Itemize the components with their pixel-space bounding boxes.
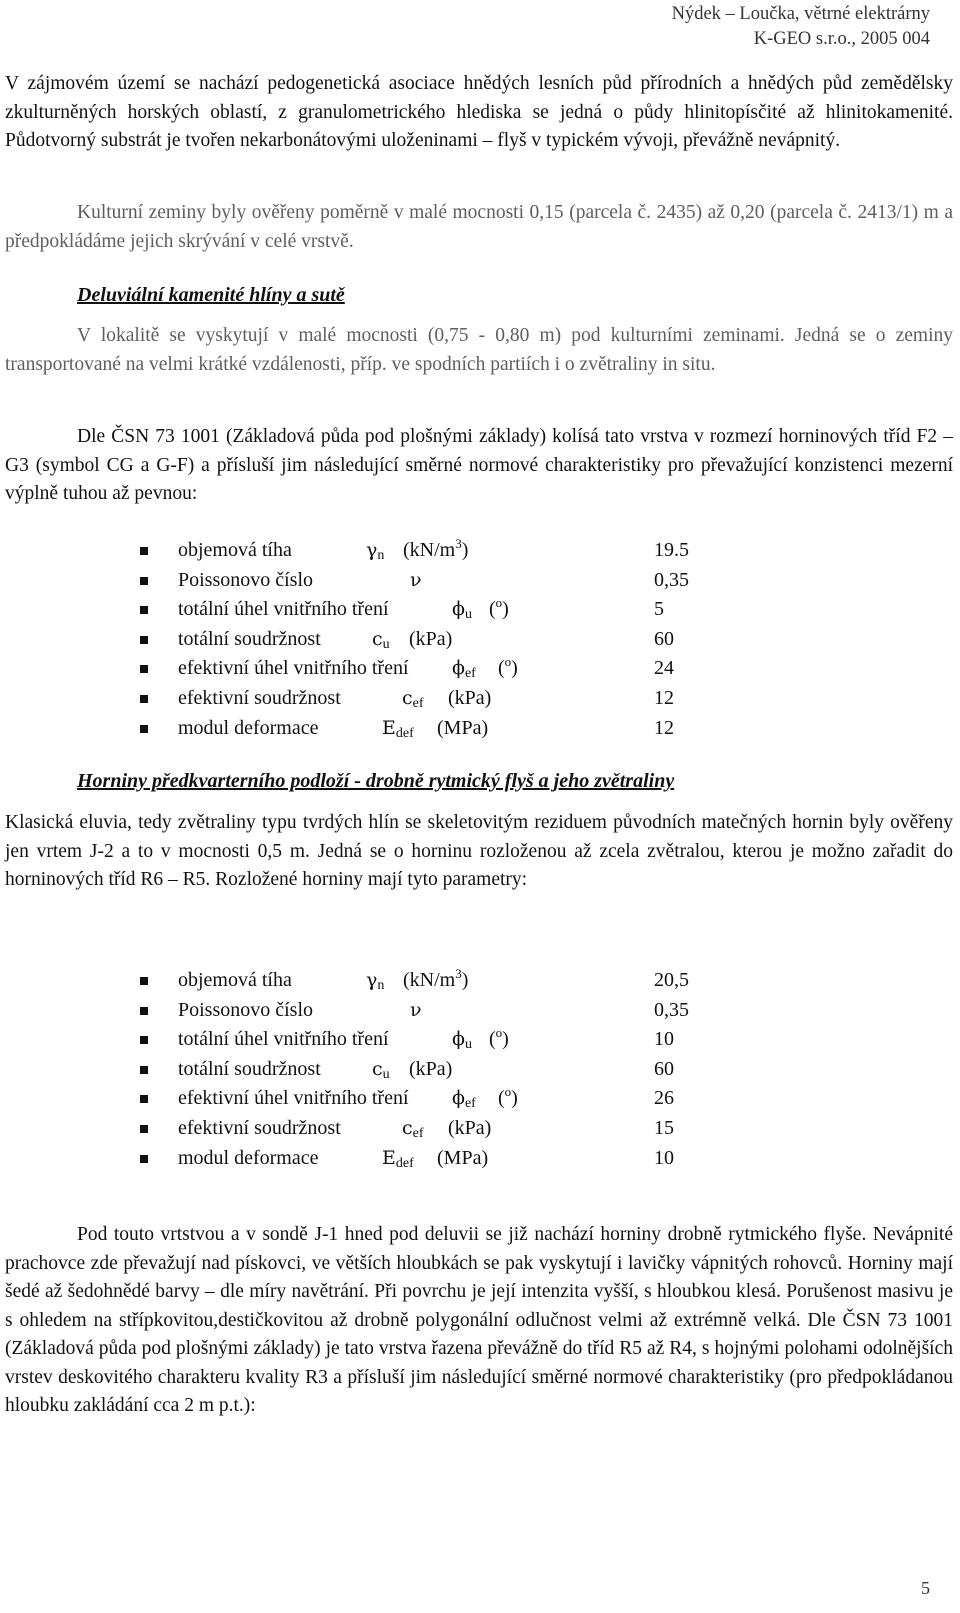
bullet-icon bbox=[140, 547, 148, 555]
parameter-unit-group bbox=[448, 1114, 491, 1144]
parameter-unit-superscript: 3 bbox=[455, 966, 462, 981]
parameter-symbol-subscript: u bbox=[382, 636, 390, 652]
parameter-row bbox=[140, 536, 760, 566]
parameter-unit-close: ) bbox=[511, 657, 518, 680]
parameter-symbol: γ bbox=[366, 539, 378, 561]
parameter-value: 10 bbox=[654, 1146, 674, 1169]
parameter-row bbox=[140, 1114, 760, 1144]
parameter-unit-superscript: o bbox=[504, 1084, 512, 1100]
header-company-ref: K-GEO s.r.o., 2005 004 bbox=[753, 29, 930, 49]
parameter-row bbox=[140, 996, 760, 1026]
parameter-symbol-subscript: def bbox=[395, 725, 414, 741]
parameter-symbol: ν bbox=[410, 998, 422, 1021]
parameter-value: 60 bbox=[654, 1057, 674, 1080]
parameter-value: 26 bbox=[654, 1087, 674, 1110]
parameter-symbol: E bbox=[382, 716, 396, 739]
parameter-unit-group bbox=[437, 714, 488, 744]
parameter-row bbox=[140, 566, 760, 596]
parameter-unit-superscript: 3 bbox=[455, 536, 462, 551]
parameter-unit-group bbox=[409, 625, 452, 655]
parameter-unit: (kPa) bbox=[409, 627, 453, 650]
parameter-symbol-subscript: u bbox=[464, 607, 472, 623]
parameter-unit: ( bbox=[498, 1087, 505, 1110]
parameter-symbol: ϕ bbox=[452, 657, 465, 680]
parameter-row bbox=[140, 684, 760, 714]
deluvial-parameter-list bbox=[140, 536, 760, 743]
bullet-icon bbox=[140, 665, 148, 673]
parameter-symbol-subscript: ef bbox=[464, 666, 476, 682]
parameter-symbol: ϕ bbox=[452, 598, 465, 621]
parameter-unit-superscript: o bbox=[495, 595, 503, 611]
parameter-unit-superscript: o bbox=[495, 1025, 503, 1041]
parameter-unit: (kN/m bbox=[403, 539, 456, 561]
parameter-unit-group bbox=[437, 1144, 488, 1174]
parameter-unit-close: ) bbox=[511, 1087, 518, 1110]
parameter-unit: (kPa) bbox=[448, 1116, 492, 1139]
bullet-icon bbox=[140, 577, 148, 585]
parameter-unit: ( bbox=[489, 598, 496, 621]
parameter-value: 60 bbox=[654, 627, 674, 650]
parameter-row bbox=[140, 654, 760, 684]
parameter-symbol: c bbox=[402, 1116, 413, 1139]
bullet-icon bbox=[140, 695, 148, 703]
bullet-icon bbox=[140, 1125, 148, 1133]
parameter-label: Poissonovo číslo bbox=[178, 568, 314, 591]
parameter-symbol-group bbox=[382, 1144, 414, 1174]
bullet-icon bbox=[140, 1155, 148, 1163]
parameter-label: objemová tíha bbox=[178, 969, 292, 991]
parameter-unit-group bbox=[489, 1025, 509, 1055]
parameter-symbol: c bbox=[372, 1057, 383, 1080]
parameter-symbol-subscript: u bbox=[382, 1066, 390, 1082]
section-heading-bedrock: Horniny předkvarterního podloží - drobně rytmický flyš a jeho zvětraliny bbox=[77, 770, 675, 792]
parameter-symbol-group bbox=[372, 625, 390, 655]
parameter-label: modul deformace bbox=[178, 1146, 319, 1169]
parameter-unit-close: ) bbox=[502, 1028, 509, 1051]
intro-paragraph-1: V zájmovém území se nachází pedogenetická asociace hnědých lesních půd přírodních a hnědých půd zemědělsky zkulturněných horských oblastí, z granulometrického hlediska se jedná o půdy hlinitopísčité až hlinitokamenité. Půdotvorný substrát je tvořen nekarbonátovými uloženinami – flyš v typickém vývoji, převážně nevápnitý. bbox=[5, 73, 953, 151]
parameter-unit-group bbox=[448, 684, 491, 714]
parameter-symbol-subscript: ef bbox=[412, 695, 424, 711]
parameter-unit: (kN/m bbox=[403, 969, 456, 991]
parameter-unit: ( bbox=[498, 657, 505, 680]
parameter-symbol-group bbox=[402, 684, 424, 714]
parameter-symbol-group bbox=[366, 966, 384, 996]
parameter-symbol-subscript: n bbox=[377, 978, 385, 993]
page-number: 5 bbox=[921, 1578, 930, 1598]
parameter-row bbox=[140, 595, 760, 625]
parameter-row bbox=[140, 625, 760, 655]
parameter-symbol-group bbox=[410, 566, 422, 596]
parameter-unit: (kPa) bbox=[448, 686, 492, 709]
parameter-label: totální soudržnost bbox=[178, 627, 321, 650]
parameter-symbol-subscript: ef bbox=[464, 1096, 476, 1112]
parameter-value: 5 bbox=[654, 598, 664, 621]
bullet-icon bbox=[140, 977, 148, 985]
parameter-symbol-group bbox=[452, 1084, 476, 1114]
parameter-symbol-subscript: def bbox=[395, 1155, 414, 1171]
bullet-icon bbox=[140, 1036, 148, 1044]
bullet-icon bbox=[140, 636, 148, 644]
parameter-label: totální soudržnost bbox=[178, 1057, 321, 1080]
parameter-value: 0,35 bbox=[654, 998, 689, 1021]
parameter-row bbox=[140, 714, 760, 744]
parameter-unit: ( bbox=[489, 1028, 496, 1051]
bullet-icon bbox=[140, 1066, 148, 1074]
parameter-label: efektivní úhel vnitřního tření bbox=[178, 1087, 409, 1110]
parameter-row bbox=[140, 1144, 760, 1174]
parameter-symbol-group bbox=[402, 1114, 424, 1144]
parameter-symbol: E bbox=[382, 1146, 396, 1169]
parameter-symbol-group bbox=[452, 1025, 472, 1055]
parameter-label: Poissonovo číslo bbox=[178, 998, 314, 1021]
parameter-value: 24 bbox=[654, 657, 674, 680]
parameter-symbol: ν bbox=[410, 568, 422, 591]
page-header bbox=[672, 2, 930, 52]
bedrock-paragraph-2: Pod touto vrtstvou a v sondě J-1 hned pod deluvii se již nachází horniny drobně rytmického flyše. Nevápnité prachovce zde převažují nad pískovci, ve větších hloubkách se pak vyskytují i lavičky vápnitých rohovců. Horniny mají šedé až šedohnědé barvy – dle míry navětrání. Při povrchu je její intenzita vyšší, s hloubkou klesá. Porušenost masivu je s ohledem na střípkovitou,destičkovitou až drobně polygonální odlučnost velmi až extrémně velká. Dle ČSN 73 1001 (Základová půda pod plošnými základy) je tato vrstva řazena převážně do tříd R5 až R4, s hojnými polohami odolnějších vrstev deskovitého charakteru kvality R3 a přísluší jim následující směrné normové charakteristiky (pro předpokládanou hloubku zakládání cca 2 m p.t.): bbox=[5, 1224, 953, 1416]
parameter-symbol-subscript: n bbox=[377, 548, 385, 563]
bullet-icon bbox=[140, 1007, 148, 1015]
parameter-label: efektivní soudržnost bbox=[178, 686, 341, 709]
bullet-icon bbox=[140, 606, 148, 614]
parameter-label: totální úhel vnitřního tření bbox=[178, 1028, 389, 1051]
bedrock-parameter-list bbox=[140, 966, 760, 1173]
parameter-label: objemová tíha bbox=[178, 539, 292, 561]
parameter-unit-group bbox=[498, 1084, 518, 1114]
parameter-unit-close: ) bbox=[461, 539, 469, 561]
parameter-symbol: c bbox=[372, 627, 383, 650]
parameter-row bbox=[140, 1025, 760, 1055]
parameter-symbol-group bbox=[382, 714, 414, 744]
header-project-title: Nýdek – Loučka, větrné elektrárny bbox=[671, 4, 930, 24]
parameter-symbol-group bbox=[452, 595, 472, 625]
parameter-symbol-group bbox=[366, 536, 384, 566]
parameter-value: 19.5 bbox=[654, 539, 689, 561]
parameter-symbol-group bbox=[452, 654, 476, 684]
parameter-unit-group bbox=[403, 536, 468, 566]
section-heading-deluvial: Deluviální kamenité hlíny a sutě bbox=[77, 284, 345, 306]
parameter-unit-group bbox=[409, 1055, 452, 1085]
parameter-unit: (MPa) bbox=[437, 1146, 489, 1169]
parameter-value: 10 bbox=[654, 1028, 674, 1051]
parameter-value: 0,35 bbox=[654, 568, 689, 591]
intro-paragraph-2: Kulturní zeminy byly ověřeny poměrně v malé mocnosti 0,15 (parcela č. 2435) až 0,20 (parcela č. 2413/1) m a předpokládáme jejich skrývání v celé vrstvě. bbox=[5, 202, 953, 252]
parameter-symbol: ϕ bbox=[452, 1087, 465, 1110]
bullet-icon bbox=[140, 1095, 148, 1103]
parameter-symbol: ϕ bbox=[452, 1028, 465, 1051]
parameter-symbol-group bbox=[410, 996, 422, 1026]
parameter-value: 20,5 bbox=[654, 969, 689, 991]
deluvial-paragraph-2: Dle ČSN 73 1001 (Základová půda pod plošnými základy) kolísá tato vrstva v rozmezí horninových tříd F2 – G3 (symbol CG a G-F) a přísluší jim následující směrné normové charakteristiky pro převažující konzistenci mezerní výplně tuhou až pevnou: bbox=[5, 426, 953, 504]
deluvial-paragraph-1: V lokalitě se vyskytují v malé mocnosti (0,75 - 0,80 m) pod kulturními zeminami. Jedná se o zeminy transportované na velmi krátké vzdálenosti, příp. ve spodních partiích i o zvětraliny in situ. bbox=[5, 325, 953, 375]
bullet-icon bbox=[140, 725, 148, 733]
parameter-symbol-group bbox=[372, 1055, 390, 1085]
parameter-row bbox=[140, 966, 760, 996]
bedrock-paragraph-1: Klasická eluvia, tedy zvětraliny typu tvrdých hlín se skeletovitým reziduem původních matečných hornin byly ověřeny jen vrtem J-2 a to v mocnosti 0,5 m. Jedná se o horninu rozloženou až zcela zvětralou, kterou je možno zařadit do horninových tříd R6 – R5. Rozložené horniny mají tyto parametry: bbox=[5, 812, 953, 890]
parameter-label: efektivní úhel vnitřního tření bbox=[178, 657, 409, 680]
parameter-unit: (kPa) bbox=[409, 1057, 453, 1080]
parameter-label: modul deformace bbox=[178, 716, 319, 739]
parameter-value: 12 bbox=[654, 686, 674, 709]
parameter-unit-superscript: o bbox=[504, 654, 512, 670]
parameter-value: 15 bbox=[654, 1116, 674, 1139]
parameter-row bbox=[140, 1055, 760, 1085]
parameter-symbol-subscript: ef bbox=[412, 1125, 424, 1141]
parameter-unit-close: ) bbox=[461, 969, 469, 991]
parameter-symbol: c bbox=[402, 686, 413, 709]
parameter-value: 12 bbox=[654, 716, 674, 739]
parameter-unit-group bbox=[489, 595, 509, 625]
parameter-symbol-subscript: u bbox=[464, 1037, 472, 1053]
parameter-unit-group bbox=[498, 654, 518, 684]
parameter-label: efektivní soudržnost bbox=[178, 1116, 341, 1139]
parameter-row bbox=[140, 1084, 760, 1114]
parameter-symbol: γ bbox=[366, 969, 378, 991]
parameter-unit-group bbox=[403, 966, 468, 996]
parameter-unit-close: ) bbox=[502, 598, 509, 621]
parameter-label: totální úhel vnitřního tření bbox=[178, 598, 389, 621]
parameter-unit: (MPa) bbox=[437, 716, 489, 739]
